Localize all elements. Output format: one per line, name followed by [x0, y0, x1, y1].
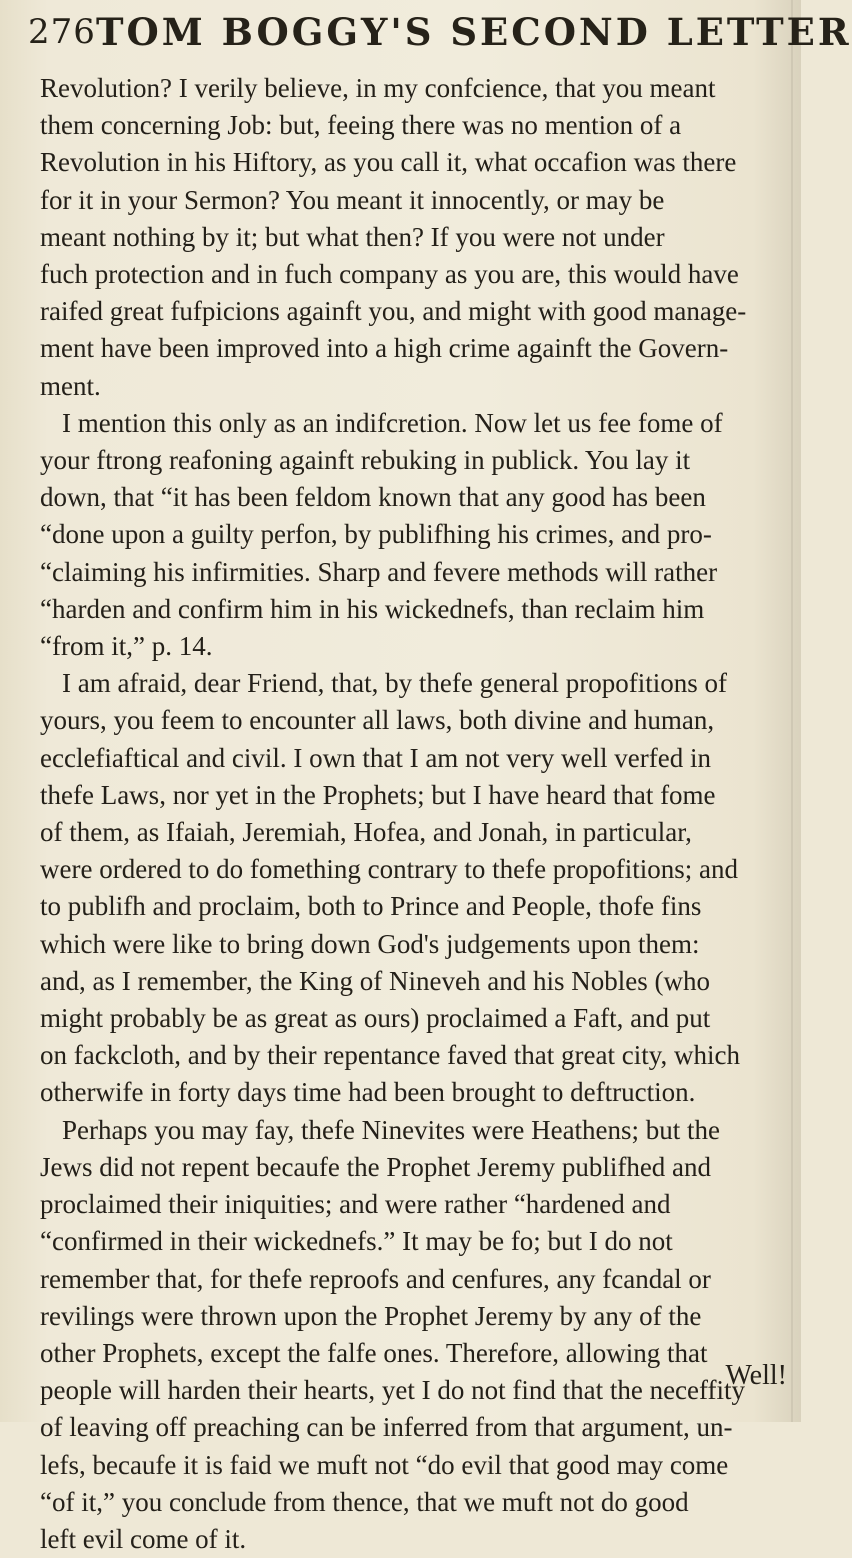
body-text [40, 70, 768, 1558]
page-edge [791, 0, 793, 1422]
paragraph-4: Perhaps you may fay, thefe Ninevites were Heathens; but the Jews did not repent becaufe the Prophet Jeremy publifhed and proclaimed their iniquities; and were rather “hardened and “confirmed in their wickednefs.” It may be fo; but I do not remember that, for thefe reproofs and cenfures, any fcandal or revilings were thrown upon the Prophet Jeremy by any of the other Prophets, except the falfe ones. Therefore, allowing that people will harden their hearts, yet I do not find that the neceffity of leaving off preaching can be inferred from that argument, un- lefs, becaufe it is faid we muft not “do evil that good may come “of it,” you conclude from thence, that we muft not do good left evil come of it. [40, 1114, 746, 1554]
paragraph-3: I am afraid, dear Friend, that, by thefe general propofitions of yours, you feem to encounter all laws, both divine and human, ecclefiaftical and civil. I own that I am not very well verfed in thefe Laws, nor yet in the Prophets; but I have heard that fome of them, as Ifaiah, Jeremiah, Hofea, and Jonah, in particular, were ordered to do fomething contrary to thefe propofitions; and to publifh and proclaim, both to Prince and People, thofe fins which were like to bring down God's judgements upon them: and, as I remember, the King of Nineveh and his Nobles (who might probably be as great as ours) proclaimed a Faft, and put on fackcloth, and by their repentance faved that great city, which otherwife in forty days time had been brought to deftruction. [40, 668, 740, 1108]
catchword: Well! [725, 1360, 787, 1391]
page-number: 276 [28, 12, 96, 52]
paragraph-1: Revolution? I verily believe, in my confcience, that you meant them concerning Job: but, feeing there was no mention of a Revolution in his Hiftory, as you call it, what occafion was there for it in your Sermon? You meant it innocently, or may be meant nothing by it; but what then? If you were not under fuch protection and in fuch company as you are, this would have raifed great fufpicions againft you, and might with good manage- ment have been improved into a high crime againft the Govern- ment. [40, 73, 747, 401]
running-head: TOM BOGGY'S SECOND LETTER [96, 10, 852, 54]
paragraph-2: I mention this only as an indifcretion. Now let us fee fome of your ftrong reafoning againft rebuking in publick. You lay it down, that “it has been feldom known that any good has been “done upon a guilty perfon, by publifhing his crimes, and pro- “claiming his infirmities. Sharp and fevere methods will rather “harden and confirm him in his wickednefs, than reclaim him “from it,” p. 14. [40, 407, 723, 662]
page-header [28, 6, 852, 66]
